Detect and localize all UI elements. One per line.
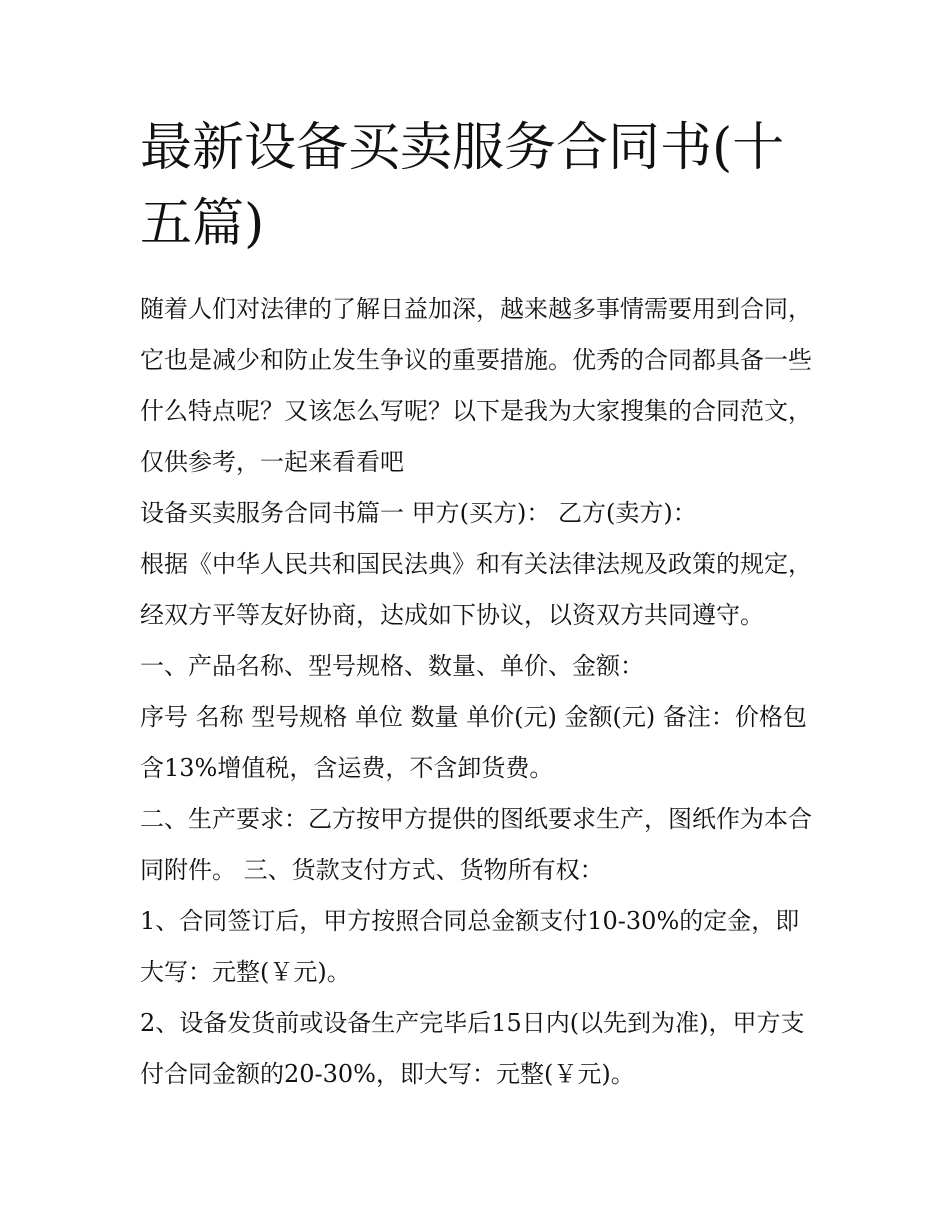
paragraph-production-requirements: 二、生产要求：乙方按甲方提供的图纸要求生产，图纸作为本合同附件。 三、货款支付方式、货物所有权： — [140, 805, 812, 884]
paragraph-payment-2: 2、设备发货前或设备生产完毕后15日内(以先到为准)，甲方支付合同金额的20-30%，即大写：元整(￥元)。 — [140, 1009, 805, 1088]
document-page — [140, 110, 815, 1100]
paragraph-intro: 随着人们对法律的了解日益加深，越来越多事情需要用到合同，它也是减少和防止发生争议的重要措施。优秀的合同都具备一些什么特点呢？又该怎么写呢？以下是我为大家搜集的合同范文，仅供参考，一起来看看吧 — [140, 295, 812, 476]
paragraph-basis: 根据《中华人民共和国民法典》和有关法律法规及政策的规定，经双方平等友好协商，达成如下协议，以资双方共同遵守。 一、产品名称、型号规格、数量、单价、金额： — [140, 550, 812, 680]
paragraph-parties: 设备买卖服务合同书篇一 甲方(买方)： 乙方(卖方)： — [140, 499, 697, 527]
document-title: 最新设备买卖服务合同书(十五篇) — [140, 118, 785, 254]
paragraph-product-list: 序号 名称 型号规格 单位 数量 单价(元) 金额(元) 备注：价格包含13%增值税，含运费，不含卸货费。 — [140, 703, 807, 782]
paragraph-payment-1: 1、合同签订后，甲方按照合同总金额支付10-30%的定金，即大写：元整(￥元)。 — [140, 907, 800, 986]
